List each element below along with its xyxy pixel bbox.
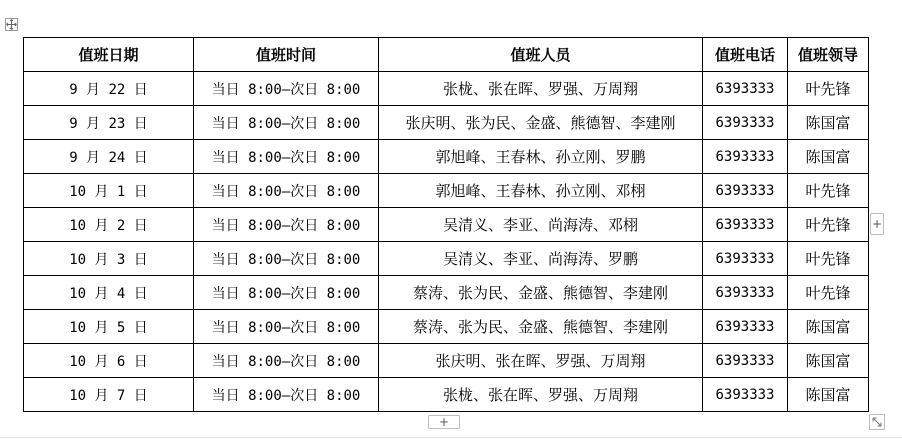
- table-row: [24, 344, 869, 378]
- cell-duty-phone[interactable]: 6393333: [703, 310, 788, 344]
- cell-duty-phone[interactable]: 6393333: [703, 174, 788, 208]
- cell-duty-leader[interactable]: 叶先锋: [788, 72, 869, 106]
- cell-duty-staff[interactable]: 张庆明、张在晖、罗强、万周翔: [379, 344, 703, 378]
- header-duty-phone[interactable]: 值班电话: [703, 38, 788, 72]
- cell-duty-date[interactable]: 10 月 4 日: [24, 276, 194, 310]
- cell-duty-date[interactable]: 10 月 2 日: [24, 208, 194, 242]
- cell-duty-leader[interactable]: 叶先锋: [788, 276, 869, 310]
- cell-duty-leader[interactable]: 陈国富: [788, 344, 869, 378]
- cell-duty-staff[interactable]: 郭旭峰、王春林、孙立刚、罗鹏: [379, 140, 703, 174]
- cell-duty-phone[interactable]: 6393333: [703, 242, 788, 276]
- cell-duty-date[interactable]: 9 月 24 日: [24, 140, 194, 174]
- cell-duty-phone[interactable]: 6393333: [703, 344, 788, 378]
- table-row: [24, 140, 869, 174]
- cell-duty-staff[interactable]: 蔡涛、张为民、金盛、熊德智、李建刚: [379, 310, 703, 344]
- cell-duty-staff[interactable]: 张栊、张在晖、罗强、万周翔: [379, 72, 703, 106]
- page-bottom-divider: [0, 437, 902, 438]
- table-row: [24, 242, 869, 276]
- cell-duty-phone[interactable]: 6393333: [703, 106, 788, 140]
- table-row: [24, 276, 869, 310]
- cell-duty-date[interactable]: 10 月 5 日: [24, 310, 194, 344]
- cell-duty-staff[interactable]: 张庆明、张为民、金盛、熊德智、李建刚: [379, 106, 703, 140]
- cell-duty-date[interactable]: 10 月 7 日: [24, 378, 194, 412]
- cell-duty-leader[interactable]: 陈国富: [788, 310, 869, 344]
- duty-schedule-table: [23, 37, 869, 412]
- cell-duty-time[interactable]: 当日 8:00—次日 8:00: [194, 140, 379, 174]
- add-row-button[interactable]: +: [428, 415, 460, 429]
- cell-duty-staff[interactable]: 吴清义、李亚、尚海涛、邓栩: [379, 208, 703, 242]
- cell-duty-phone[interactable]: 6393333: [703, 208, 788, 242]
- table-resize-icon[interactable]: [869, 414, 885, 430]
- add-column-button[interactable]: +: [870, 213, 884, 235]
- table-row: [24, 208, 869, 242]
- cell-duty-staff[interactable]: 吴清义、李亚、尚海涛、罗鹏: [379, 242, 703, 276]
- cell-duty-phone[interactable]: 6393333: [703, 378, 788, 412]
- cell-duty-date[interactable]: 10 月 6 日: [24, 344, 194, 378]
- table-row: [24, 174, 869, 208]
- cell-duty-leader[interactable]: 陈国富: [788, 140, 869, 174]
- table-header-row: [24, 38, 869, 72]
- table-row: [24, 378, 869, 412]
- cell-duty-staff[interactable]: 张栊、张在晖、罗强、万周翔: [379, 378, 703, 412]
- cell-duty-time[interactable]: 当日 8:00—次日 8:00: [194, 174, 379, 208]
- table-row: [24, 106, 869, 140]
- cell-duty-staff[interactable]: 蔡涛、张为民、金盛、熊德智、李建刚: [379, 276, 703, 310]
- header-duty-time[interactable]: 值班时间: [194, 38, 379, 72]
- cell-duty-time[interactable]: 当日 8:00—次日 8:00: [194, 72, 379, 106]
- cell-duty-phone[interactable]: 6393333: [703, 276, 788, 310]
- header-duty-date[interactable]: 值班日期: [24, 38, 194, 72]
- cell-duty-leader[interactable]: 陈国富: [788, 106, 869, 140]
- table-row: [24, 310, 869, 344]
- cell-duty-time[interactable]: 当日 8:00—次日 8:00: [194, 344, 379, 378]
- cell-duty-time[interactable]: 当日 8:00—次日 8:00: [194, 106, 379, 140]
- cell-duty-date[interactable]: 9 月 23 日: [24, 106, 194, 140]
- cell-duty-time[interactable]: 当日 8:00—次日 8:00: [194, 310, 379, 344]
- cell-duty-date[interactable]: 10 月 1 日: [24, 174, 194, 208]
- cell-duty-staff[interactable]: 郭旭峰、王春林、孙立刚、邓栩: [379, 174, 703, 208]
- cell-duty-leader[interactable]: 叶先锋: [788, 174, 869, 208]
- table-row: [24, 72, 869, 106]
- cell-duty-leader[interactable]: 叶先锋: [788, 242, 869, 276]
- cell-duty-date[interactable]: 9 月 22 日: [24, 72, 194, 106]
- cell-duty-leader[interactable]: 叶先锋: [788, 208, 869, 242]
- cell-duty-phone[interactable]: 6393333: [703, 72, 788, 106]
- cell-duty-phone[interactable]: 6393333: [703, 140, 788, 174]
- cell-duty-time[interactable]: 当日 8:00—次日 8:00: [194, 208, 379, 242]
- header-duty-leader[interactable]: 值班领导: [788, 38, 869, 72]
- cell-duty-time[interactable]: 当日 8:00—次日 8:00: [194, 242, 379, 276]
- cell-duty-time[interactable]: 当日 8:00—次日 8:00: [194, 276, 379, 310]
- cell-duty-date[interactable]: 10 月 3 日: [24, 242, 194, 276]
- cell-duty-time[interactable]: 当日 8:00—次日 8:00: [194, 378, 379, 412]
- cell-duty-leader[interactable]: 陈国富: [788, 378, 869, 412]
- header-duty-staff[interactable]: 值班人员: [379, 38, 703, 72]
- table-move-handle-icon[interactable]: [5, 18, 18, 31]
